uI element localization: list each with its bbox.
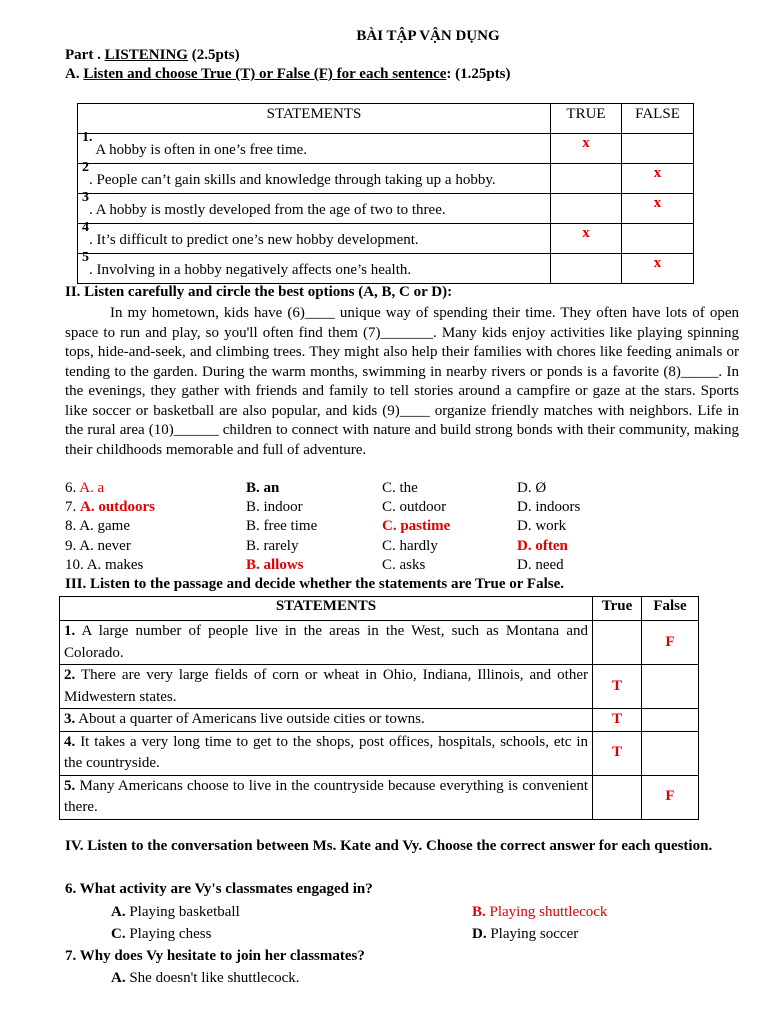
question-number: 8.	[65, 518, 80, 534]
table-header-row	[78, 104, 694, 134]
false-mark: F	[642, 775, 699, 819]
statement-cell	[78, 130, 551, 164]
statement-number: 3	[82, 190, 89, 205]
true-mark	[551, 194, 622, 224]
section-a-points: : (1.25pts)	[446, 66, 511, 82]
part-prefix: Part .	[65, 47, 105, 63]
part-heading	[65, 46, 240, 66]
false-mark: F	[642, 621, 699, 665]
statement-number: 5	[82, 250, 89, 265]
option-text: Playing soccer	[486, 926, 579, 942]
option-letter: A.	[111, 904, 126, 920]
statement-number: 2.	[64, 667, 76, 683]
option-text: Playing chess	[125, 926, 212, 942]
table-row	[78, 134, 694, 164]
option-d: D. work	[517, 518, 567, 534]
option-text: She doesn't like shuttlecock.	[125, 970, 300, 986]
option-b: B. free time	[246, 518, 318, 534]
q6-option-d	[472, 925, 578, 945]
statement-text: It takes a very long time to get to the shops, post offices, hospitals, schools, etc in the countryside.	[64, 733, 588, 771]
table-row	[60, 621, 699, 665]
statement-cell	[60, 731, 593, 775]
option-letter: A.	[111, 970, 126, 986]
option-b: B. allows	[246, 557, 304, 573]
table-header-row	[60, 597, 699, 621]
statement-cell	[78, 250, 551, 284]
question-number: 6.	[65, 480, 80, 496]
false-mark	[642, 731, 699, 775]
statement-text: . Involving in a hobby negatively affects one’s health.	[89, 262, 412, 278]
statement-cell	[60, 775, 593, 819]
false-mark	[622, 224, 694, 254]
table-row	[78, 224, 694, 254]
option-row	[65, 537, 131, 557]
table-row	[60, 665, 699, 709]
true-mark: T	[593, 665, 642, 709]
header-false: FALSE	[622, 104, 694, 134]
statement-number: 1.	[64, 623, 76, 639]
statement-cell	[60, 621, 593, 665]
statement-cell	[78, 220, 551, 254]
false-mark	[642, 665, 699, 709]
question-number: 9.	[65, 538, 80, 554]
part-name: LISTENING	[104, 47, 188, 63]
option-a: A. makes	[86, 557, 144, 573]
statement-text: . People can’t gain skills and knowledge through taking up a hobby.	[89, 172, 496, 188]
option-b: B. rarely	[246, 538, 299, 554]
option-row	[65, 498, 155, 518]
page-title: BÀI TẬP VẬN DỤNG	[356, 28, 500, 44]
table-row	[60, 731, 699, 775]
option-row	[65, 556, 143, 576]
option-text: Playing shuttlecock	[485, 904, 608, 920]
true-false-table-iii	[59, 596, 699, 820]
header-false: False	[642, 597, 699, 621]
option-c: C. the	[382, 480, 418, 496]
section-iv-heading: IV. Listen to the conversation between Ms. Kate and Vy. Choose the correct answer for each question.	[65, 838, 713, 854]
section-ii-heading: II. Listen carefully and circle the best options (A, B, C or D):	[65, 284, 453, 300]
option-d: D. indoors	[517, 499, 581, 515]
statement-number: 2	[82, 160, 89, 175]
statement-number: 1.	[82, 130, 93, 145]
table-row	[60, 709, 699, 732]
option-c: C. outdoor	[382, 499, 447, 515]
statement-text: There are very large fields of corn or wheat in Ohio, Indiana, Illinois, and other Midwestern states.	[64, 667, 588, 705]
option-row	[65, 479, 104, 499]
statement-number: 4.	[64, 733, 76, 750]
section-a-prefix: A.	[65, 66, 84, 82]
statement-text: A hobby is often in one’s free time.	[92, 142, 308, 158]
true-mark	[593, 775, 642, 819]
false-mark: x	[622, 164, 694, 194]
true-mark	[551, 254, 622, 284]
statement-text: . A hobby is mostly developed from the age of two to three.	[89, 202, 446, 218]
option-text: Playing basketball	[125, 904, 240, 920]
part-points: (2.5pts)	[187, 47, 240, 63]
false-mark: x	[622, 254, 694, 284]
header-true: True	[593, 597, 642, 621]
question-number: 7.	[65, 499, 80, 515]
option-b: B. an	[246, 480, 280, 496]
true-mark: T	[593, 731, 642, 775]
header-statements: STATEMENTS	[78, 104, 551, 134]
question-6: 6. What activity are Vy's classmates engaged in?	[65, 881, 373, 897]
header-statements: STATEMENTS	[60, 597, 593, 621]
true-false-table-a	[77, 103, 694, 284]
option-d: D. often	[517, 538, 568, 554]
section-iii-heading: III. Listen to the passage and decide whether the statements are True or False.	[65, 576, 564, 592]
q6-option-a	[111, 903, 240, 923]
false-mark: x	[622, 194, 694, 224]
q7-option-a	[111, 969, 300, 989]
true-mark: T	[593, 709, 642, 732]
statement-text: . It’s difficult to predict one’s new hobby development.	[89, 232, 419, 248]
statement-text: About a quarter of Americans live outside cities or towns.	[75, 711, 425, 727]
option-a: A. never	[79, 538, 131, 554]
option-c: C. pastime	[382, 518, 451, 534]
true-mark: x	[551, 134, 622, 164]
option-a: A. outdoors	[80, 499, 156, 515]
table-row	[78, 164, 694, 194]
option-b: B. indoor	[246, 499, 303, 515]
statement-cell	[60, 709, 593, 732]
statement-cell	[60, 665, 593, 709]
table-row	[78, 194, 694, 224]
option-a: A. game	[79, 518, 131, 534]
option-row	[65, 517, 130, 537]
section-a-instruction: Listen and choose True (T) or False (F) for each sentence	[83, 66, 447, 82]
question-7: 7. Why does Vy hesitate to join her classmates?	[65, 948, 365, 964]
option-c: C. hardly	[382, 538, 438, 554]
statement-number: 5.	[64, 777, 76, 794]
table-row	[78, 254, 694, 284]
section-a-heading	[65, 65, 511, 85]
option-c: C. asks	[382, 557, 426, 573]
false-mark	[622, 134, 694, 164]
table-row	[60, 775, 699, 819]
q6-option-b	[472, 903, 607, 923]
option-d: D. need	[517, 557, 564, 573]
true-mark	[551, 164, 622, 194]
statement-number: 4	[82, 220, 89, 235]
statement-number: 3.	[64, 711, 76, 727]
option-a: A. a	[79, 480, 105, 496]
statement-text: Many Americans choose to live in the countryside because everything is convenient there.	[64, 777, 588, 815]
true-mark	[593, 621, 642, 665]
option-letter: C.	[111, 926, 126, 942]
true-mark: x	[551, 224, 622, 254]
option-d: D. Ø	[517, 480, 547, 496]
option-letter: B.	[472, 904, 486, 920]
header-true: TRUE	[551, 104, 622, 134]
statement-text: A large number of people live in the areas in the West, such as Montana and Colorado.	[64, 623, 588, 661]
false-mark	[642, 709, 699, 732]
passage-paragraph: In my hometown, kids have (6)____ unique way of spending their time. They often have lots of open space to run and play, so you'll often find them (7)_______. Many kids enjoy activities like playing spinning tops, hide-and-seek, and climbing trees. They might also help their families with chores like feeding animals or tending to the garden. During the warm months, swimming in nearby rivers or ponds is a favorite (8)_____. In the evenings, they gather with friends and family to tell stories around a campfire or gaze at the stars. Sports like soccer or basketball are also popular, and kids (9)____ organize friendly matches with neighbors. Life in the rural area (10)______ children to connect with nature and build strong bonds with their community, making their childhoods memorable and full of adventure.	[65, 305, 739, 458]
statement-cell	[78, 190, 551, 224]
statement-cell	[78, 160, 551, 194]
q6-option-c	[111, 925, 211, 945]
option-letter: D.	[472, 926, 487, 942]
question-number: 10.	[65, 557, 87, 573]
